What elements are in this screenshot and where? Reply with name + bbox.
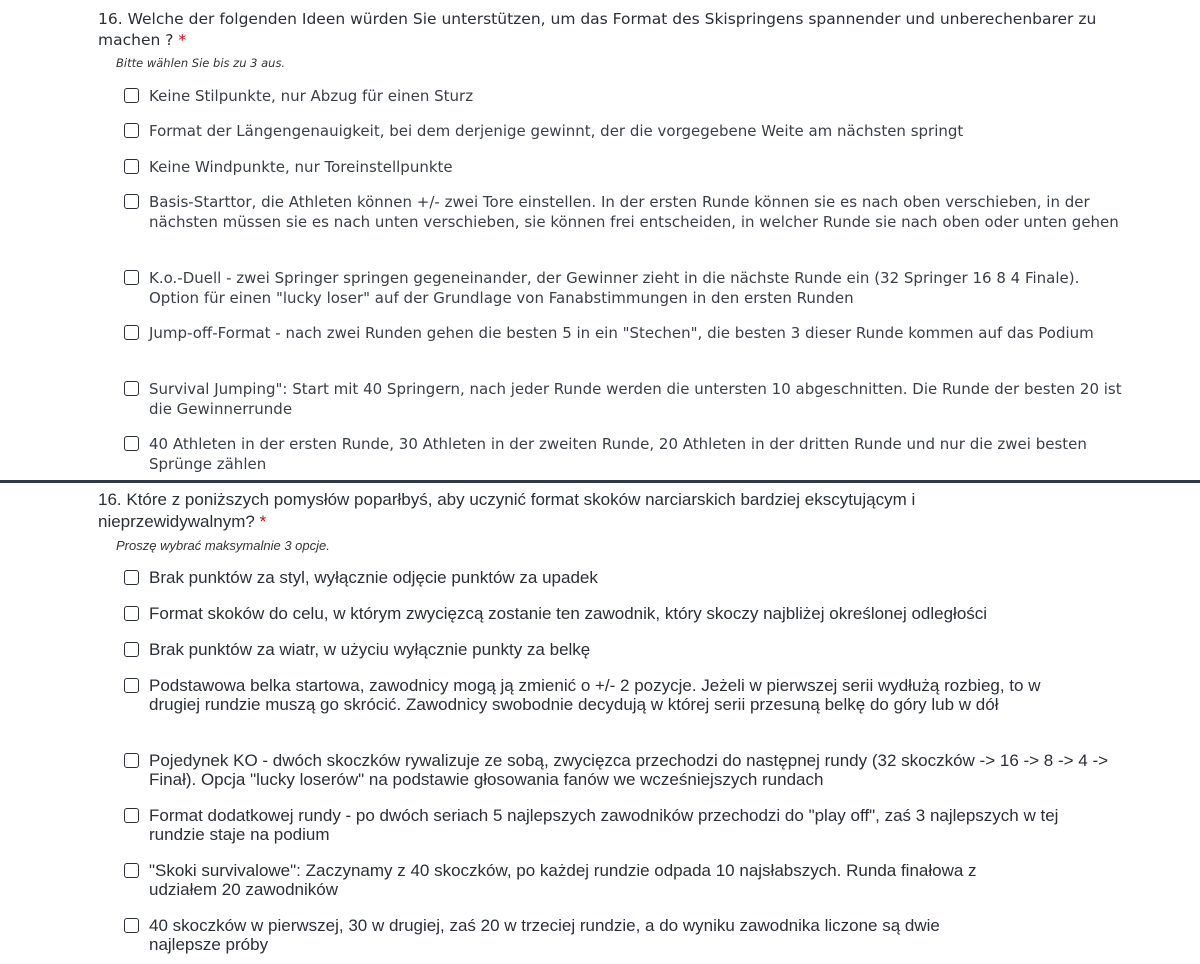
checkbox[interactable] [124,325,139,340]
option-label: Format skoków do celu, w którym zwycięzcą zostanie ten zawodnik, który skoczy najbliżej określonej odległości [149,604,988,623]
option-label: Brak punktów za styl, wyłącznie odjęcie punktów za upadek [149,568,598,587]
option-label: Brak punktów za wiatr, w użyciu wyłącznie punkty za belkę [149,640,591,659]
german-option-4[interactable] [124,192,1124,232]
german-option-8[interactable] [124,434,1124,474]
polish-question-title [98,489,958,533]
polish-option-7[interactable] [124,861,1004,899]
polish-question-text: 16. Które z poniższych pomysłów poparłbyś, aby uczynić format skoków narciarskich bardziej ekscytującym i nieprzewidywalnym? [98,490,916,531]
option-label: Pojedynek KO - dwóch skoczków rywalizuje ze sobą, zwycięzca przechodzi do następnej rundy (32 skoczków -> 16 -> 8 -> 4 -> Finał). Opcja "lucky loserów" na podstawie głosowania fanów we wcześniejszych rundach [149,751,1109,789]
german-option-6[interactable] [124,323,1124,343]
checkbox[interactable] [124,381,139,396]
checkbox[interactable] [124,606,139,621]
german-option-5[interactable] [124,268,1124,308]
german-question-text: 16. Welche der folgenden Ideen würden Sie unterstützen, um das Format des Skispringens spannender und unberechenbarer zu machen ? [98,10,1097,49]
option-label: Survival Jumping": Start mit 40 Springern, nach jeder Runde werden die untersten 10 abgeschnitten. Die Runde der besten 20 ist die Gewinnerrunde [149,380,1122,418]
checkbox[interactable] [124,753,139,768]
german-hint: Bitte wählen Sie bis zu 3 aus. [116,56,286,70]
polish-option-1[interactable] [124,568,1124,587]
checkbox[interactable] [124,808,139,823]
german-option-3[interactable] [124,157,1124,177]
option-label: 40 Athleten in der ersten Runde, 30 Athleten in der zweiten Runde, 20 Athleten in der dritten Runde und nur die zwei besten Sprünge zählen [149,435,1087,473]
checkbox[interactable] [124,194,139,209]
checkbox[interactable] [124,570,139,585]
option-label: Jump-off-Format - nach zwei Runden gehen die besten 5 in ein "Stechen", die besten 3 dieser Runde kommen auf das Podium [149,324,1094,342]
german-question-title [98,9,1098,51]
option-label: "Skoki survivalowe": Zaczynamy z 40 skoczków, po każdej rundzie odpada 10 najsłabszych. Runda finałowa z udziałem 20 zawodników [149,861,977,899]
checkbox[interactable] [124,642,139,657]
option-label: Format dodatkowej rundy - po dwóch seriach 5 najlepszych zawodników przechodzi do "play off", zaś 3 najlepszych w tej rundzie staje na podium [149,806,1059,844]
required-asterisk: * [178,31,187,49]
polish-question-panel [0,483,1200,964]
polish-option-8[interactable] [124,916,964,954]
checkbox[interactable] [124,123,139,138]
option-label: Keine Windpunkte, nur Toreinstellpunkte [149,158,453,176]
polish-option-5[interactable] [124,751,1124,789]
option-label: Basis-Starttor, die Athleten können +/- zwei Tore einstellen. In der ersten Runde können sie es nach oben verschieben, in der nächsten müssen sie es nach unten verschieben, sie können frei entscheiden, in welcher Runde sie nach oben oder unten gehen [149,193,1119,231]
checkbox[interactable] [124,918,139,933]
checkbox[interactable] [124,159,139,174]
german-option-1[interactable] [124,86,1124,106]
checkbox[interactable] [124,863,139,878]
polish-hint: Proszę wybrać maksymalnie 3 opcje. [116,538,330,553]
option-label: Format der Längengenauigkeit, bei dem derjenige gewinnt, der die vorgegebene Weite am nächsten springt [149,122,964,140]
option-label: K.o.-Duell - zwei Springer springen gegeneinander, der Gewinner zieht in die nächste Runde ein (32 Springer 16 8 4 Finale). Option für einen "lucky loser" auf der Grundlage von Fanabstimmungen in den ersten Runden [149,269,1080,307]
german-option-2[interactable] [124,121,1124,141]
polish-option-2[interactable] [124,604,1124,623]
option-label: Podstawowa belka startowa, zawodnicy mogą ją zmienić o +/- 2 pozycje. Jeżeli w pierwszej serii wydłużą rozbieg, to w drugiej rundzie muszą go skrócić. Zawodnicy swobodnie decydują w której serii przesuną belkę do góry lub w dół [149,676,1041,714]
checkbox[interactable] [124,678,139,693]
option-label: 40 skoczków w pierwszej, 30 w drugiej, zaś 20 w trzeciej rundzie, a do wyniku zawodnika liczone są dwie najlepsze próby [149,916,940,954]
polish-option-4[interactable] [124,676,1044,714]
german-option-7[interactable] [124,379,1124,419]
required-asterisk: * [259,512,267,531]
checkbox[interactable] [124,436,139,451]
checkbox[interactable] [124,270,139,285]
checkbox[interactable] [124,88,139,103]
option-label: Keine Stilpunkte, nur Abzug für einen Sturz [149,87,474,105]
polish-option-6[interactable] [124,806,1084,844]
polish-option-3[interactable] [124,640,1124,659]
german-question-panel [0,0,1200,481]
